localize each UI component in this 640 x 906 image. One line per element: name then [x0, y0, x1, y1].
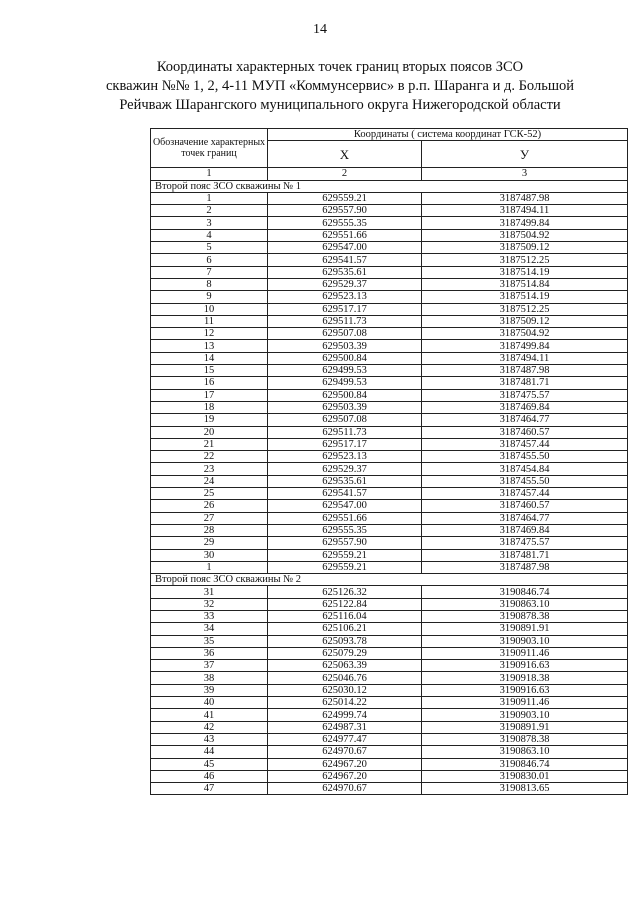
x-coordinate-cell: 625106.21 — [268, 623, 422, 635]
table-row — [151, 365, 628, 377]
y-coordinate-cell: 3187475.57 — [422, 389, 628, 401]
table-row — [151, 401, 628, 413]
y-coordinate-cell: 3190911.46 — [422, 697, 628, 709]
table-row — [151, 463, 628, 475]
point-number-cell: 12 — [151, 328, 268, 340]
table-row — [151, 488, 628, 500]
point-number-cell: 28 — [151, 524, 268, 536]
point-number-cell: 1 — [151, 192, 268, 204]
section-header-row — [151, 180, 628, 192]
table-row — [151, 623, 628, 635]
x-coordinate-cell: 629559.21 — [268, 561, 422, 573]
point-number-cell: 31 — [151, 586, 268, 598]
y-coordinate-cell: 3190813.65 — [422, 783, 628, 795]
y-coordinate-cell: 3187460.57 — [422, 500, 628, 512]
x-coordinate-cell: 629523.13 — [268, 451, 422, 463]
x-coordinate-cell: 629559.21 — [268, 192, 422, 204]
y-coordinate-cell: 3190830.01 — [422, 770, 628, 782]
table-row — [151, 451, 628, 463]
point-label-header: Обозначение характерных точек границ — [151, 129, 268, 168]
x-coordinate-cell: 629511.73 — [268, 426, 422, 438]
point-number-cell: 19 — [151, 414, 268, 426]
y-coordinate-cell: 3187504.92 — [422, 328, 628, 340]
y-axis-header: У — [422, 141, 628, 168]
x-coordinate-cell: 629507.08 — [268, 328, 422, 340]
x-coordinate-cell: 629555.35 — [268, 524, 422, 536]
section-title: Второй пояс ЗСО скважины № 2 — [151, 574, 628, 586]
title-line-3: Рейчваж Шарангского муниципального округа Нижегородской области — [119, 97, 561, 113]
point-number-cell: 23 — [151, 463, 268, 475]
table-row — [151, 438, 628, 450]
table-row — [151, 340, 628, 352]
x-coordinate-cell: 629541.57 — [268, 254, 422, 266]
table-row — [151, 242, 628, 254]
point-number-cell: 36 — [151, 647, 268, 659]
y-coordinate-cell: 3187514.19 — [422, 266, 628, 278]
title-line-1: Координаты характерных точек границ вторых поясов ЗСО — [156, 59, 524, 75]
y-coordinate-cell: 3187487.98 — [422, 365, 628, 377]
table-row — [151, 586, 628, 598]
table-row — [151, 475, 628, 487]
point-number-cell: 3 — [151, 217, 268, 229]
table-row — [151, 524, 628, 536]
section-title: Второй пояс ЗСО скважины № 1 — [151, 180, 628, 192]
document-title — [80, 58, 600, 115]
table-row — [151, 315, 628, 327]
y-coordinate-cell: 3187454.84 — [422, 463, 628, 475]
column-number-2: 2 — [268, 168, 422, 180]
x-coordinate-cell: 629557.90 — [268, 205, 422, 217]
x-coordinate-cell: 625063.39 — [268, 660, 422, 672]
table-row — [151, 549, 628, 561]
point-number-cell: 39 — [151, 684, 268, 696]
point-number-cell: 33 — [151, 610, 268, 622]
table-row — [151, 389, 628, 401]
table-row — [151, 635, 628, 647]
point-number-cell: 30 — [151, 549, 268, 561]
y-coordinate-cell: 3187487.98 — [422, 192, 628, 204]
point-number-cell: 14 — [151, 352, 268, 364]
y-coordinate-cell: 3187509.12 — [422, 242, 628, 254]
point-number-cell: 4 — [151, 229, 268, 241]
point-number-cell: 9 — [151, 291, 268, 303]
y-coordinate-cell: 3190903.10 — [422, 635, 628, 647]
y-coordinate-cell: 3187457.44 — [422, 438, 628, 450]
x-coordinate-cell: 625046.76 — [268, 672, 422, 684]
y-coordinate-cell: 3187512.25 — [422, 254, 628, 266]
table-row — [151, 278, 628, 290]
y-coordinate-cell: 3190863.10 — [422, 746, 628, 758]
table-row — [151, 303, 628, 315]
point-number-cell: 16 — [151, 377, 268, 389]
table-row — [151, 205, 628, 217]
point-number-cell: 44 — [151, 746, 268, 758]
y-coordinate-cell: 3187487.98 — [422, 561, 628, 573]
point-number-cell: 15 — [151, 365, 268, 377]
y-coordinate-cell: 3187481.71 — [422, 377, 628, 389]
point-number-cell: 7 — [151, 266, 268, 278]
y-coordinate-cell: 3190891.91 — [422, 623, 628, 635]
table-row — [151, 746, 628, 758]
table-row — [151, 684, 628, 696]
table-row — [151, 266, 628, 278]
x-coordinate-cell: 624970.67 — [268, 783, 422, 795]
y-coordinate-cell: 3187514.84 — [422, 278, 628, 290]
x-coordinate-cell: 629551.66 — [268, 229, 422, 241]
point-number-cell: 47 — [151, 783, 268, 795]
x-coordinate-cell: 625116.04 — [268, 610, 422, 622]
y-coordinate-cell: 3187494.11 — [422, 352, 628, 364]
table-row — [151, 733, 628, 745]
x-axis-header: X — [268, 141, 422, 168]
y-coordinate-cell: 3190903.10 — [422, 709, 628, 721]
x-coordinate-cell: 629523.13 — [268, 291, 422, 303]
y-coordinate-cell: 3187494.11 — [422, 205, 628, 217]
table-row — [151, 709, 628, 721]
x-coordinate-cell: 629529.37 — [268, 278, 422, 290]
x-coordinate-cell: 629511.73 — [268, 315, 422, 327]
y-coordinate-cell: 3187455.50 — [422, 475, 628, 487]
y-coordinate-cell: 3187481.71 — [422, 549, 628, 561]
x-coordinate-cell: 629517.17 — [268, 303, 422, 315]
point-number-cell: 43 — [151, 733, 268, 745]
table-row — [151, 500, 628, 512]
x-coordinate-cell: 629551.66 — [268, 512, 422, 524]
x-coordinate-cell: 625030.12 — [268, 684, 422, 696]
table-row — [151, 697, 628, 709]
table-row — [151, 672, 628, 684]
column-number-3: 3 — [422, 168, 628, 180]
x-coordinate-cell: 629517.17 — [268, 438, 422, 450]
x-coordinate-cell: 629547.00 — [268, 500, 422, 512]
y-coordinate-cell: 3190891.91 — [422, 721, 628, 733]
table-row — [151, 770, 628, 782]
y-coordinate-cell: 3187455.50 — [422, 451, 628, 463]
x-coordinate-cell: 629507.08 — [268, 414, 422, 426]
x-coordinate-cell: 625014.22 — [268, 697, 422, 709]
y-coordinate-cell: 3187504.92 — [422, 229, 628, 241]
point-number-cell: 11 — [151, 315, 268, 327]
y-coordinate-cell: 3187464.77 — [422, 414, 628, 426]
table-row — [151, 660, 628, 672]
table-row — [151, 414, 628, 426]
coordinates-system-header: Координаты ( система координат ГСК-52) — [268, 129, 628, 141]
x-coordinate-cell: 629535.61 — [268, 266, 422, 278]
x-coordinate-cell: 629535.61 — [268, 475, 422, 487]
point-number-cell: 37 — [151, 660, 268, 672]
y-coordinate-cell: 3190846.74 — [422, 586, 628, 598]
table-body — [151, 180, 628, 795]
y-coordinate-cell: 3187499.84 — [422, 340, 628, 352]
table-row — [151, 537, 628, 549]
y-coordinate-cell: 3187512.25 — [422, 303, 628, 315]
point-number-cell: 26 — [151, 500, 268, 512]
x-coordinate-cell: 624999.74 — [268, 709, 422, 721]
y-coordinate-cell: 3190916.63 — [422, 660, 628, 672]
point-number-cell: 20 — [151, 426, 268, 438]
table-row — [151, 721, 628, 733]
point-number-cell: 24 — [151, 475, 268, 487]
table-row — [151, 377, 628, 389]
table-row — [151, 291, 628, 303]
point-number-cell: 6 — [151, 254, 268, 266]
point-number-cell: 35 — [151, 635, 268, 647]
x-coordinate-cell: 625093.78 — [268, 635, 422, 647]
table-row — [151, 229, 628, 241]
point-number-cell: 29 — [151, 537, 268, 549]
y-coordinate-cell: 3190846.74 — [422, 758, 628, 770]
point-number-cell: 45 — [151, 758, 268, 770]
y-coordinate-cell: 3187475.57 — [422, 537, 628, 549]
x-coordinate-cell: 629503.39 — [268, 340, 422, 352]
x-coordinate-cell: 624967.20 — [268, 758, 422, 770]
x-coordinate-cell: 624970.67 — [268, 746, 422, 758]
y-coordinate-cell: 3187469.84 — [422, 401, 628, 413]
point-number-cell: 21 — [151, 438, 268, 450]
x-coordinate-cell: 629555.35 — [268, 217, 422, 229]
point-number-cell: 17 — [151, 389, 268, 401]
section-header-row — [151, 574, 628, 586]
x-coordinate-cell: 624977.47 — [268, 733, 422, 745]
point-number-cell: 10 — [151, 303, 268, 315]
point-number-cell: 8 — [151, 278, 268, 290]
title-line-2: скважин №№ 1, 2, 4-11 МУП «Коммунсервис» в р.п. Шаранга и д. Большой — [106, 78, 574, 94]
x-coordinate-cell: 625122.84 — [268, 598, 422, 610]
y-coordinate-cell: 3187514.19 — [422, 291, 628, 303]
point-number-cell: 25 — [151, 488, 268, 500]
point-number-cell: 41 — [151, 709, 268, 721]
page-number: 14 — [313, 22, 327, 37]
y-coordinate-cell: 3190911.46 — [422, 647, 628, 659]
x-coordinate-cell: 625079.29 — [268, 647, 422, 659]
table-header — [151, 129, 628, 181]
table-row — [151, 647, 628, 659]
point-number-cell: 2 — [151, 205, 268, 217]
column-number-1: 1 — [151, 168, 268, 180]
point-number-cell: 1 — [151, 561, 268, 573]
x-coordinate-cell: 625126.32 — [268, 586, 422, 598]
y-coordinate-cell: 3190863.10 — [422, 598, 628, 610]
point-number-cell: 42 — [151, 721, 268, 733]
y-coordinate-cell: 3190918.38 — [422, 672, 628, 684]
x-coordinate-cell: 629529.37 — [268, 463, 422, 475]
point-number-cell: 18 — [151, 401, 268, 413]
point-number-cell: 40 — [151, 697, 268, 709]
y-coordinate-cell: 3187469.84 — [422, 524, 628, 536]
point-number-cell: 27 — [151, 512, 268, 524]
point-number-cell: 46 — [151, 770, 268, 782]
point-number-cell: 5 — [151, 242, 268, 254]
y-coordinate-cell: 3190878.38 — [422, 733, 628, 745]
point-number-cell: 13 — [151, 340, 268, 352]
table-row — [151, 598, 628, 610]
y-coordinate-cell: 3187499.84 — [422, 217, 628, 229]
table-row — [151, 758, 628, 770]
table-row — [151, 328, 628, 340]
coordinates-table — [150, 128, 628, 795]
x-coordinate-cell: 629559.21 — [268, 549, 422, 561]
x-coordinate-cell: 629557.90 — [268, 537, 422, 549]
table-row — [151, 561, 628, 573]
x-coordinate-cell: 629500.84 — [268, 352, 422, 364]
x-coordinate-cell: 629499.53 — [268, 377, 422, 389]
x-coordinate-cell: 629547.00 — [268, 242, 422, 254]
table-row — [151, 512, 628, 524]
y-coordinate-cell: 3187457.44 — [422, 488, 628, 500]
table-row — [151, 217, 628, 229]
table-row — [151, 254, 628, 266]
table-row — [151, 192, 628, 204]
x-coordinate-cell: 624987.31 — [268, 721, 422, 733]
y-coordinate-cell: 3187464.77 — [422, 512, 628, 524]
y-coordinate-cell: 3190878.38 — [422, 610, 628, 622]
x-coordinate-cell: 629503.39 — [268, 401, 422, 413]
table-row — [151, 426, 628, 438]
table-row — [151, 783, 628, 795]
x-coordinate-cell: 629499.53 — [268, 365, 422, 377]
y-coordinate-cell: 3190916.63 — [422, 684, 628, 696]
point-number-cell: 38 — [151, 672, 268, 684]
y-coordinate-cell: 3187509.12 — [422, 315, 628, 327]
table-row — [151, 610, 628, 622]
point-number-cell: 34 — [151, 623, 268, 635]
x-coordinate-cell: 629541.57 — [268, 488, 422, 500]
x-coordinate-cell: 624967.20 — [268, 770, 422, 782]
x-coordinate-cell: 629500.84 — [268, 389, 422, 401]
table-row — [151, 352, 628, 364]
y-coordinate-cell: 3187460.57 — [422, 426, 628, 438]
point-number-cell: 22 — [151, 451, 268, 463]
point-number-cell: 32 — [151, 598, 268, 610]
